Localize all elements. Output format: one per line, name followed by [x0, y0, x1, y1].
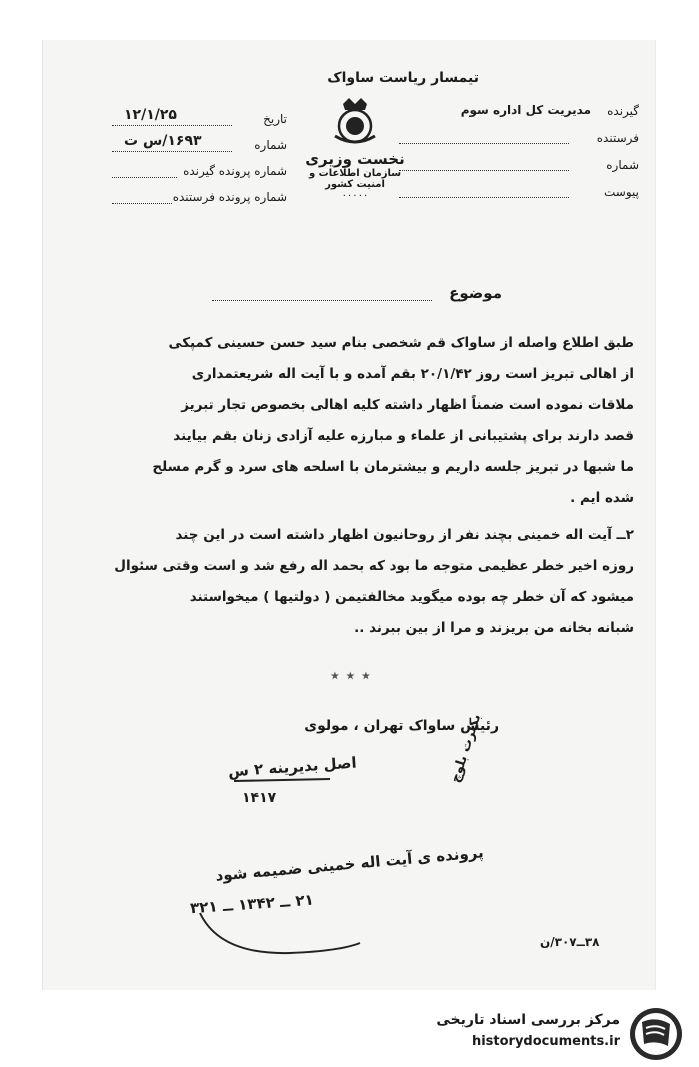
body-line: قصد دارند برای پشتیبانی از علماء و مبارزه علیه آزادی زنان بقم بیایند [173, 428, 634, 444]
ref-number-line [112, 134, 287, 160]
handwritten-note-4: ۲۱ ــ ۱۳۴۲ ــ ۳۲۱ [189, 890, 315, 918]
attachment-fill [399, 197, 569, 198]
handwritten-note-1: اصل بدیرینه ۲ س [227, 753, 358, 781]
sender-file-fill [112, 203, 172, 204]
letterhead-emblem [300, 96, 410, 226]
sender-file-label: شماره پرونده فرستنده [172, 190, 287, 204]
ref-number-fill [112, 151, 232, 152]
receiver-line [399, 100, 639, 127]
underline-stroke [230, 775, 340, 795]
receiver-value: مدیریت کل اداره سوم [460, 103, 591, 117]
date-label: تاریخ [263, 112, 287, 126]
footer-brand [410, 1004, 690, 1060]
emblem-line-3: ۰۰۰۰۰ [341, 190, 369, 201]
signature-line: رئیس ساواک تهران ، مولوی [304, 718, 499, 734]
archive-code: ۳۸ــ۳۰۷/ن [540, 935, 600, 949]
body-line: طبق اطلاع واصله از ساواک قم شخصی بنام سید حسن حسینی کمپکی [168, 335, 634, 351]
receiver-label: گیرنده [607, 104, 639, 118]
body-line: شده ایم . [570, 490, 634, 506]
sender-label: فرستنده [596, 131, 639, 145]
body-line: میشود که آن خطر چه بوده میگوید مخالفتیمن ( دولتیها ) میخواستند [189, 589, 634, 605]
date-line [112, 108, 287, 134]
number-line [399, 154, 639, 181]
number-label: شماره [606, 158, 639, 172]
body-line: شبانه بخانه من بریزند و مرا از بین ببرند .. [354, 620, 634, 636]
body-line: ۲ــ آیت اله خمینی بچند نفر از روحانیون اظهار داشته است در این چند [175, 527, 634, 543]
attachment-line [399, 181, 639, 208]
ref-number-value: ۱۶۹۳/س ت [124, 133, 202, 149]
body-line: از اهالی تبریز است روز ۲۰/۱/۴۲ بقم آمده و با آیت اله شریعتمداری [191, 366, 634, 382]
stamp-marks: ٭ ٭ ٭ [330, 665, 371, 686]
body-line: ملاقات نموده است ضمناً اظهار داشته کلیه اهالی بخصوص تجار تبریز [181, 397, 634, 413]
header-right-fields [399, 100, 639, 208]
body-line: ما شبها در تبریز جلسه داریم و بیشترمان با اسلحه های سرد و گرم مسلح [152, 459, 634, 475]
date-value: ۱۲/۱/۲۵ [124, 107, 177, 123]
handwritten-number: ۱۴۱۷ [242, 790, 277, 806]
sender-file-line [112, 186, 287, 212]
brand-url[interactable]: historydocuments.ir [471, 1034, 620, 1049]
ref-number-label: شماره [254, 138, 287, 152]
handwritten-note-2: بکثرت بلوچ [448, 712, 485, 785]
subject-label: موضوع [449, 284, 502, 302]
handwritten-stroke [190, 905, 370, 965]
lion-and-sun-icon [327, 96, 383, 148]
sender-fill [399, 143, 569, 144]
recipient-title: تیمسار ریاست ساواک [327, 70, 479, 86]
receiver-file-label: شماره پرونده گیرنده [183, 164, 287, 178]
number-fill [399, 170, 569, 171]
header-left-fields [112, 108, 287, 212]
body-line: روزه اخیر خطر عظیمی متوجه ما بود که بحمد اله رفع شد و است وقتی سئوال [114, 558, 634, 574]
emblem-line-2: سازمان اطلاعات و امنیت کشور [308, 168, 402, 190]
receiver-file-fill [112, 177, 177, 178]
brand-name: مرکز بررسی اسناد تاریخی [436, 1012, 620, 1028]
subject-fill [212, 300, 432, 301]
date-fill [112, 125, 232, 126]
sender-line [399, 127, 639, 154]
attachment-label: پیوست [604, 185, 639, 199]
handwritten-note-3: پرونده ی آیت اله خمینی ضمیمه شود [214, 843, 485, 885]
emblem-line-1: نخست وزیری [305, 150, 405, 168]
letter-body [62, 328, 634, 644]
document-center-logo-icon [628, 1006, 684, 1062]
receiver-file-line [112, 160, 287, 186]
